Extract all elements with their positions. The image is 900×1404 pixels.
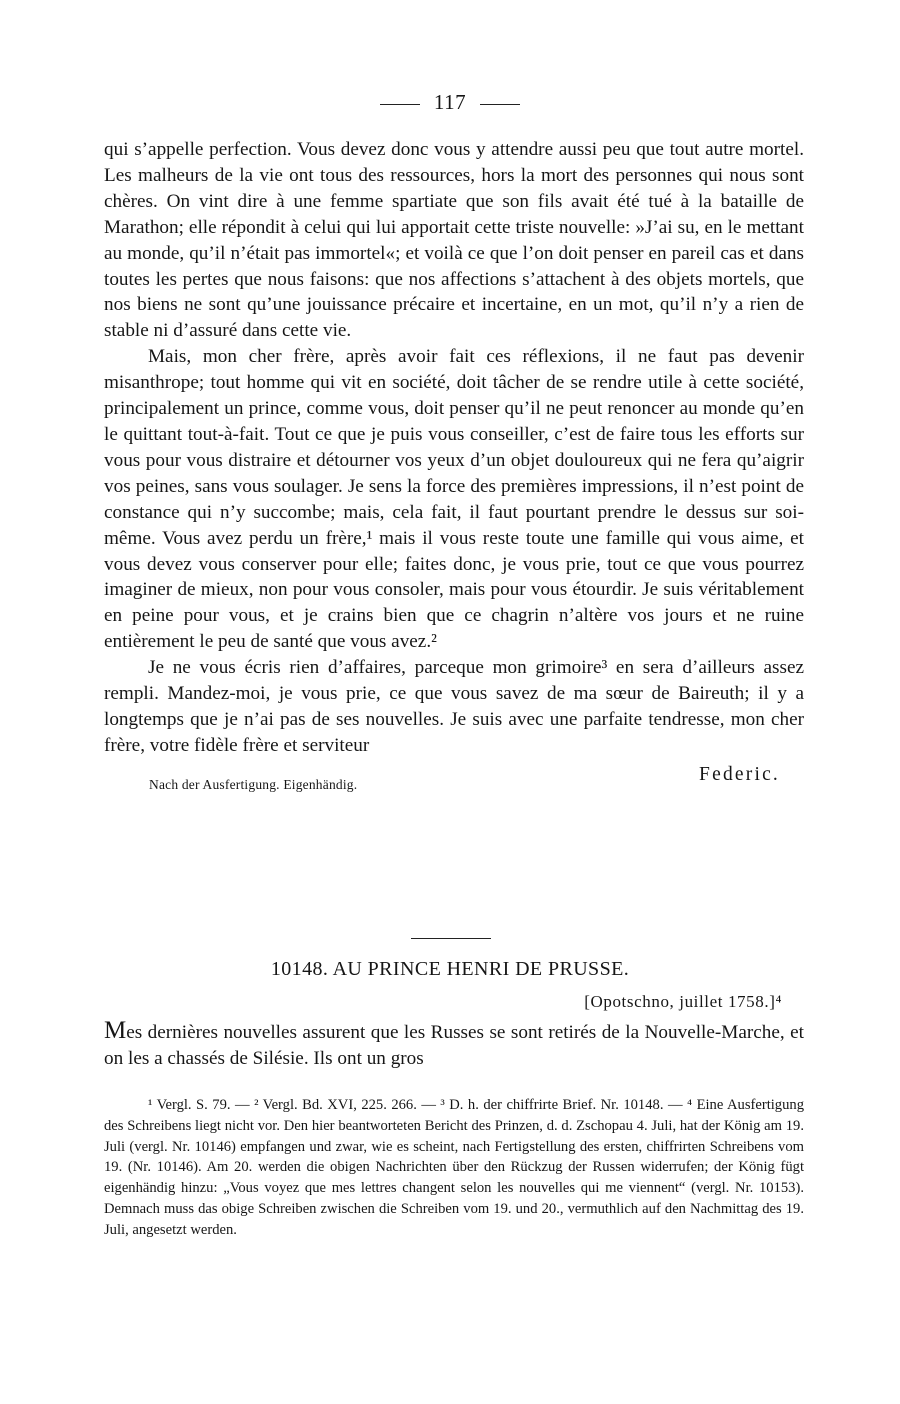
section-divider — [411, 938, 491, 939]
letter-title: 10148. AU PRINCE HENRI DE PRUSSE. — [270, 958, 630, 980]
source-note: Nach der Ausfertigung. Eigenhändig. — [149, 776, 358, 792]
footnotes — [104, 1095, 804, 1241]
next-letter-opening — [104, 1018, 804, 1072]
letter-body — [104, 137, 804, 802]
paragraph-1: qui s’appelle perfection. Vous devez donc vous y attendre aussi peu que tout autre mortel. Les malheurs de la vie ont tous des ressources, hors la mort des personnes qui nous sont chères. On vint dire à une femme spartiate que son fils avait été tué à la bataille de Marathon; elle répondit à celui qui lui apportait cette triste nouvelle: »J’ai su, en le mettant au monde, qu’il n’était pas immortel«; et voilà ce que l’on doit penser en pareil cas et dans toutes les pertes que nous faisons: que nos affections s’attachent à des objets mortels, que nos biens ne sont qu’une jouissance précaire et incertaine, en un mot, qu’il n’y a rien de stable ni d’assuré dans cette vie. — [104, 139, 804, 342]
paragraph-3: Je ne vous écris rien d’affaires, parceque mon grimoire³ en sera d’ailleurs assez rempli. Mandez-moi, je vous prie, ce que vous savez de ma sœur de Baireuth; il y a longtemps que je n’ai pas de ses nouvelles. Je suis avec une parfaite tendresse, mon cher frère, votre fidèle frère et serviteur — [104, 657, 804, 756]
paragraph-2: Mais, mon cher frère, après avoir fait ces réflexions, il ne faut pas devenir misanthrope; tout homme qui vit en société, doit tâcher de se rendre utile à cette société, principalement un prince, comme vous, doit penser qu’il ne peut renoncer au monde qu’en le quittant tout-à-fait. Tout ce que je puis vous conseiller, c’est de faire tous les efforts sur vous pour vous distraire et détourner vos yeux d’un objet douloureux qui ne fera qu’aigrir vos peines, sans vous soulager. Je sens la force des premières impressions, il n’est point de constance qui n’y succombe; mais, cela fait, il faut pourtant prendre le dessus sur soi-même. Vous avez perdu un frère,¹ mais il vous reste toute une famille qui vous aime, et vous devez vous conserver pour elle; faites donc, je vous prie, tout ce que vous pourrez imaginer de mieux, non pour vous consoler, mais pour vous étourdir. Je suis véritablement en peine pour vous, et je crains bien que ce chagrin n’altère vos jours et ne ruine entièrement le peu de santé que vous avez.² — [104, 346, 804, 653]
footnote-text: ¹ Vergl. S. 79. — ² Vergl. Bd. XVI, 225. 266. — ³ D. h. der chiffrirte Brief. Nr. 10148. — ⁴ Eine Ausfertigung des Schreibens liegt nicht vor. Den hier beantworteten Bericht des Prinzen, d. d. Zschopau 4. Juli, hat der König am 19. Juli (vergl. Nr. 10146) empfangen und zwar, wie es scheint, nach Fertigstellung des ersten, chiffrirten Schreibens vom 19. (Nr. 10146). Am 20. werden die obigen Nachrichten über den Rückzug der Russen widerrufen; der König fügt eigenhändig hinzu: „Vous voyez que mes lettres changent selon les nouvelles qui me viennent“ (vergl. Nr. 10153). Demnach muss das obige Schreiben zwischen die Schreiben vom 19. und 20., vermuthlich auf den Nachmittag des 19. Juli, angesetzt werden. — [104, 1097, 804, 1238]
next-letter-body — [104, 1018, 804, 1072]
closing-row — [104, 762, 804, 802]
signature: Federic. — [699, 763, 780, 785]
opening-text: es dernières nouvelles assurent que les Russes se sont retirés de la Nouvelle-Marche, et on les a chassés de Silésie. Ils ont un gros — [104, 1022, 804, 1069]
drop-cap: M — [104, 1017, 127, 1044]
letter-date: [Opotschno, juillet 1758.]⁴ — [584, 992, 782, 1011]
page-header — [0, 88, 900, 116]
header-dash-right — [480, 104, 520, 105]
header-dash-left — [380, 104, 420, 105]
page-number: 117 — [433, 90, 467, 114]
